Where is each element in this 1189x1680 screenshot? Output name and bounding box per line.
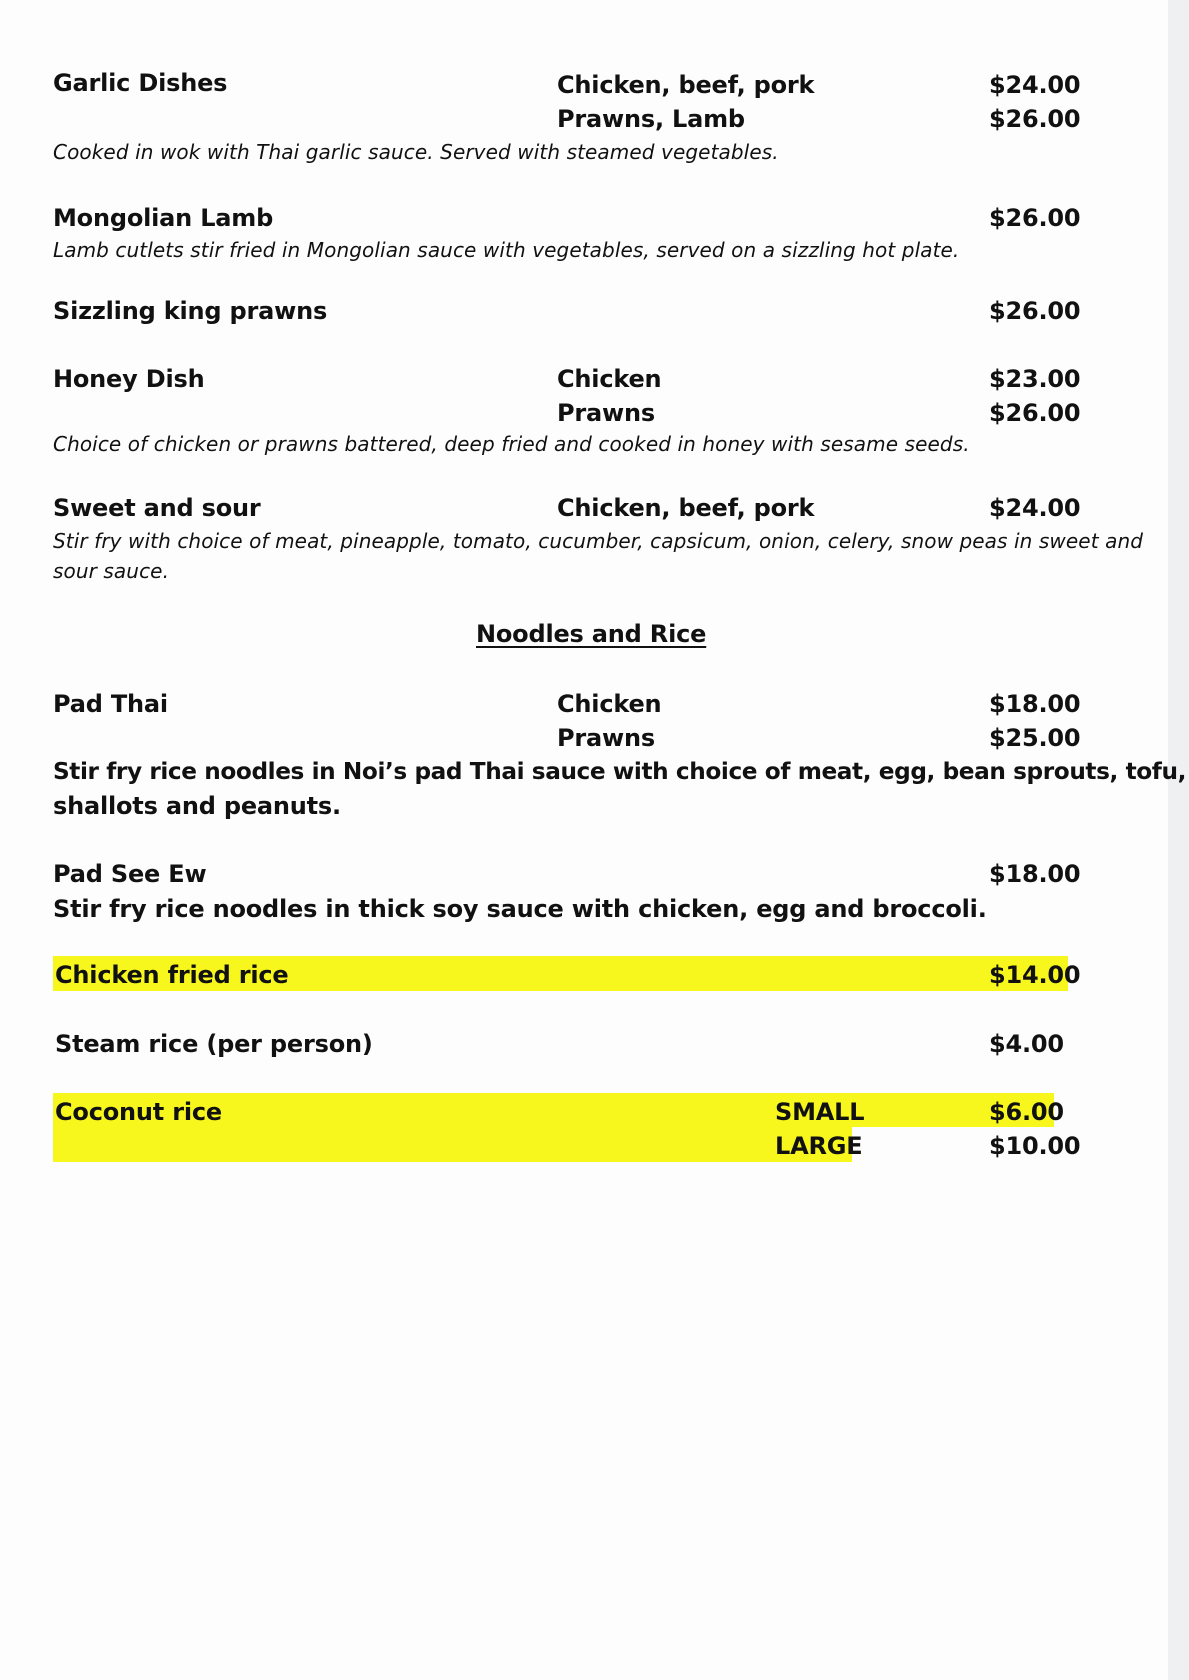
sweet-sour-name: Sweet and sour	[53, 494, 261, 522]
chicken-fried-rice-name: Chicken fried rice	[55, 961, 289, 989]
noodles-rice-heading: Noodles and Rice	[476, 620, 707, 648]
pad-thai-description-line2: shallots and peanuts.	[53, 792, 341, 820]
pad-thai-option-2: Prawns	[557, 724, 655, 752]
coconut-rice-price-small: $6.00	[989, 1098, 1064, 1126]
garlic-description: Cooked in wok with Thai garlic sauce. Served with steamed vegetables.	[53, 140, 779, 164]
mongolian-lamb-price: $26.00	[989, 204, 1081, 232]
coconut-rice-size-large: LARGE	[775, 1132, 863, 1160]
pad-thai-name: Pad Thai	[53, 690, 168, 718]
garlic-dishes-name: Garlic Dishes	[53, 69, 228, 97]
honey-dish-name: Honey Dish	[53, 365, 205, 393]
garlic-option-1: Chicken, beef, pork	[557, 71, 815, 99]
honey-price-1: $23.00	[989, 365, 1081, 393]
honey-option-2: Prawns	[557, 399, 655, 427]
sweet-sour-option: Chicken, beef, pork	[557, 494, 815, 522]
sweet-sour-description-line2: sour sauce.	[53, 559, 170, 583]
coconut-rice-name: Coconut rice	[55, 1098, 222, 1126]
pad-thai-description-line1: Stir fry rice noodles in Noi’s pad Thai sauce with choice of meat, egg, bean sprouts, tofu,	[53, 758, 1187, 785]
garlic-price-2: $26.00	[989, 105, 1081, 133]
chicken-fried-rice-price: $14.00	[989, 961, 1081, 989]
pad-see-ew-description: Stir fry rice noodles in thick soy sauce with chicken, egg and broccoli.	[53, 895, 987, 923]
coconut-rice-highlight-bottom	[53, 1127, 852, 1162]
pad-see-ew-price: $18.00	[989, 860, 1081, 888]
honey-description: Choice of chicken or prawns battered, deep fried and cooked in honey with sesame seeds.	[53, 432, 970, 456]
garlic-price-1: $24.00	[989, 71, 1081, 99]
pad-thai-price-1: $18.00	[989, 690, 1081, 718]
sweet-sour-description-line1: Stir fry with choice of meat, pineapple, tomato, cucumber, capsicum, onion, celery, snow peas in sweet and	[53, 529, 1144, 553]
coconut-rice-size-small: SMALL	[775, 1098, 865, 1126]
sizzling-prawns-price: $26.00	[989, 297, 1081, 325]
pad-thai-price-2: $25.00	[989, 724, 1081, 752]
mongolian-lamb-name: Mongolian Lamb	[53, 204, 274, 232]
honey-option-1: Chicken	[557, 365, 662, 393]
mongolian-lamb-description: Lamb cutlets stir fried in Mongolian sauce with vegetables, served on a sizzling hot plate.	[53, 238, 960, 262]
honey-price-2: $26.00	[989, 399, 1081, 427]
sizzling-prawns-name: Sizzling king prawns	[53, 297, 328, 325]
steam-rice-price: $4.00	[989, 1030, 1064, 1058]
pad-thai-option-1: Chicken	[557, 690, 662, 718]
steam-rice-name: Steam rice (per person)	[55, 1030, 373, 1058]
coconut-rice-price-large: $10.00	[989, 1132, 1081, 1160]
garlic-option-2: Prawns, Lamb	[557, 105, 745, 133]
page-edge-shadow	[1168, 0, 1189, 1680]
pad-see-ew-name: Pad See Ew	[53, 860, 207, 888]
sweet-sour-price: $24.00	[989, 494, 1081, 522]
